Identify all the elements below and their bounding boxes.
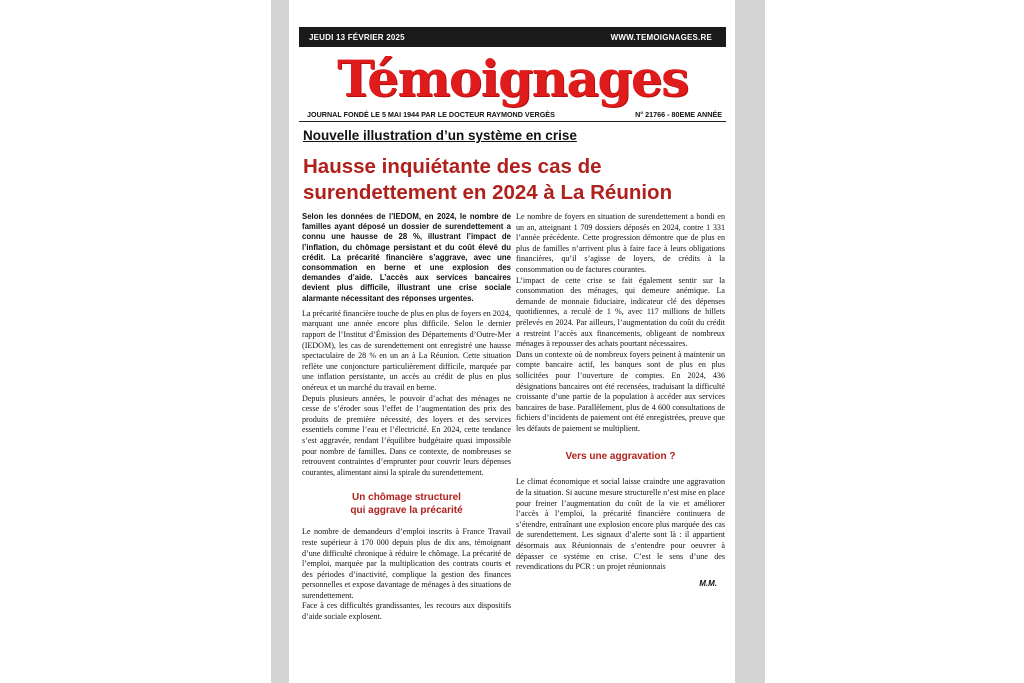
issue-date: JEUDI 13 FÉVRIER 2025 [309, 32, 405, 42]
top-bar [299, 27, 726, 47]
founded-note: JOURNAL FONDÉ LE 5 MAI 1944 PAR LE DOCTEUR RAYMOND VERGÈS [307, 110, 555, 119]
article-paragraph: Face à ces difficultés grandissantes, les recours aux dispositifs d’aide sociale explosent. [302, 601, 511, 622]
article-column-left [302, 212, 511, 623]
masthead-subline [299, 110, 726, 122]
article-lead: Selon les données de l’IEDOM, en 2024, le nombre de familles ayant déposé un dossier de surendettement a connu une hausse de 28 %, illustrant l’impact de l’inflation, du chômage persistant et du coût élevé du crédit. La précarité financière s’aggrave, avec une consommation en berne et une explosion des demandes d’aide. L’accès aux services bancaires devient plus difficile, illustrant une crise sociale alarmante nécessitant des réponses urgentes. [302, 212, 511, 303]
subheading-line-2: qui aggrave la précarité [350, 505, 463, 517]
author-signature: M.M. [699, 578, 717, 588]
newspaper-logo: Témoignages [337, 49, 688, 108]
headline-line-2: surendettement en 2024 à La Réunion [303, 181, 673, 204]
article-paragraph: La précarité financière touche de plus en plus de foyers en 2024, marquant une année encore plus difficile. Selon le dernier rapport de l’Institut d’Émission des Départements d’Outre-Mer (IEDOM), les cas de surendettement ont enregistré une hausse spectaculaire de 28 % en un an à La Réunion. Cette situation reflète une conjoncture particulièrement difficile, marquée par une inflation persistante, un accès au crédit de plus en plus onéreux et un marché du travail en berne. [302, 308, 512, 392]
article-paragraph: Le climat économique et social laisse craindre une aggravation de la situation. Si aucune mesure structurelle n’est mise en place pour freiner l’augmentation du coût de la vie et améliorer l’accès à l’emploi, la précarité financière continuera de s’étendre, entraînant une explosion encore plus marquée des cas de surendettement. Les signaux d’alerte sont là : il appartient désormais aux Réunionnais de s’entendre pour oeuvrer à dépasser ce système en crise. C’est le sens d’une des revendications du PCR : un projet réunionnais [516, 477, 725, 572]
subheading-line-1: Un chômage structurel [352, 492, 461, 504]
article-column-right [516, 212, 725, 589]
issue-number: N° 21766 - 80EME ANNÉE [635, 110, 722, 119]
article-paragraph: Le nombre de demandeurs d’emploi inscrits à France Travail reste supérieur à 170 000 depuis plus de dix ans, témoignant d’une difficulté chronique à réduire le chômage. La précarité de l’emploi, marquée par la multiplication des contrats courts et des périodes d’inactivité, complique la gestion des finances personnelles et expose davantage de ménages à des situations de surendettement. [302, 527, 511, 600]
article-paragraph: Le nombre de foyers en situation de surendettement a bondi en un an, atteignant 1 709 dossiers déposés en 2024, contre 1 331 l’année précédente. Cette progression démontre que de plus en plus de familles n’arrivent plus à faire face à leurs obligations financières, qu’il s’agisse de loyers, de crédits à la consommation ou de factures courantes. [516, 212, 725, 274]
article-paragraph: Dans un contexte où de nombreux foyers peinent à maintenir un compte bancaire actif, les banques sont de plus en plus sollicitées pour l’ouverture de comptes. En 2024, 436 désignations bancaires ont été recensées, traduisant la difficulté croissante d’une partie de la population à accéder aux services bancaires de base. Parallèlement, plus de 4 600 consultations de fichiers d’incidents de paiement ont été enregistrées, preuve que les défauts de paiement se multiplient. [516, 349, 725, 433]
article-paragraph: Depuis plusieurs années, le pouvoir d’achat des ménages ne cesse de s’éroder sous l’effet de l’augmentation des prix des produits de première nécessité, des loyers et des services essentiels comme l’eau et l’électricité. En 2024, cette tendance s’est aggravée, rendant l’équilibre budgétaire quasi impossible pour nombre de familles. Dans ce contexte, de nombreuses se retrouvent contraintes d’emprunter pour couvrir leurs dépenses courantes, alimentant ainsi la spirale du surendettement. [302, 393, 511, 477]
article-kicker: Nouvelle illustration d’un système en crise [303, 128, 577, 143]
newspaper-page [289, 0, 735, 683]
subheading-chomage [302, 491, 511, 517]
article-headline [303, 154, 723, 206]
website-link[interactable]: WWW.TEMOIGNAGES.RE [610, 32, 712, 42]
article-paragraph: L’impact de cette crise se fait également sentir sur la consommation des ménages, qui demeure anémique. La demande de monnaie fiduciaire, indicateur clé des dépenses quotidiennes, a reculé de 1 %, avec 117 millions de billets prélevés en 2024. Par ailleurs, l’augmentation du coût du crédit a restreint l’accès aux financements, obligeant de nombreux ménages à repousser des achats pourtant nécessaires. [516, 275, 725, 349]
headline-line-1: Hausse inquiétante des cas de [303, 155, 602, 178]
subheading-aggravation: Vers une aggravation ? [565, 451, 676, 463]
